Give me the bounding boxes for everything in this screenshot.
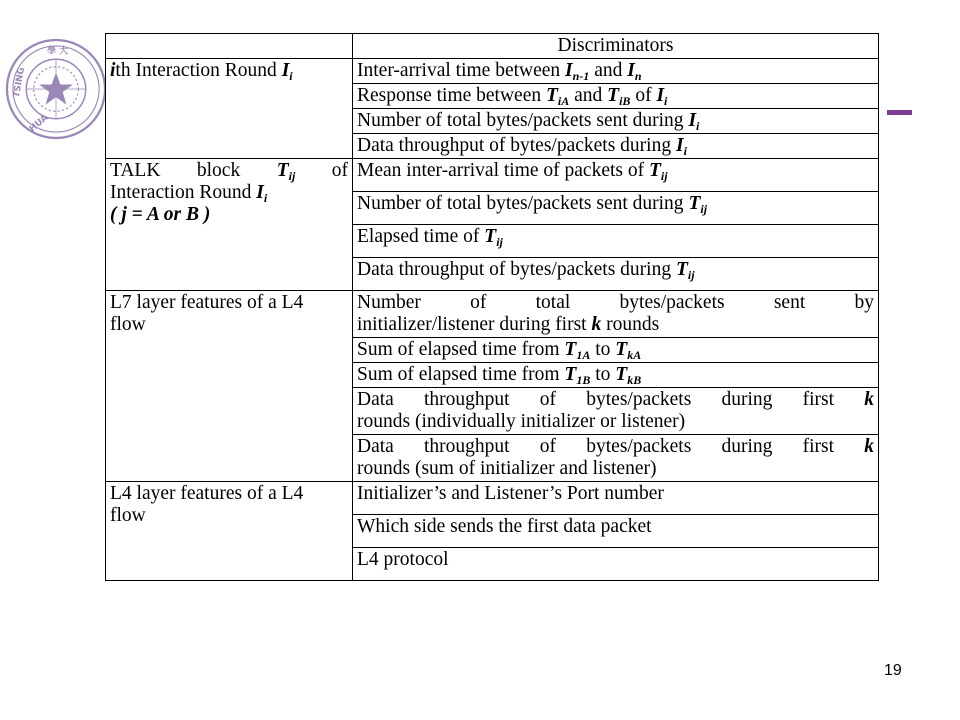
category-cell bbox=[106, 482, 353, 581]
discriminator-cell: Which side sends the first data packet bbox=[353, 515, 879, 548]
svg-text:TSING: TSING bbox=[11, 66, 28, 99]
university-seal-logo bbox=[4, 22, 108, 156]
discriminator-cell: Inter-arrival time between $I_{n-1}$ and $I_n$ bbox=[353, 59, 879, 84]
discriminators-table bbox=[105, 33, 879, 581]
table-header: Discriminators bbox=[353, 34, 879, 59]
category-line: flow bbox=[110, 314, 146, 335]
discriminator-cell: Data throughput of bytes/packets during first k rounds (individually initializer or listener) bbox=[353, 388, 879, 435]
category-cell bbox=[106, 291, 353, 482]
discriminator-cell: Number of total bytes/packets sent by initializer/listener during first k rounds bbox=[353, 291, 879, 338]
discriminator-cell: Elapsed time of $T_{ij}$ bbox=[353, 225, 879, 258]
discriminator-cell: Mean inter-arrival time of packets of $T_{ij}$ bbox=[353, 159, 879, 192]
category-cell: ith Interaction Round $I_i$ bbox=[106, 59, 353, 159]
svg-text:學 大: 學 大 bbox=[47, 46, 69, 57]
category-line: L4 layer features of a L4 bbox=[110, 483, 304, 504]
category-line: L7 layer features of a L4 bbox=[110, 292, 304, 313]
page-number: 19 bbox=[884, 662, 902, 679]
table-row bbox=[106, 482, 879, 515]
discriminator-cell: L4 protocol bbox=[353, 548, 879, 581]
discriminator-cell: Data throughput of bytes/packets during $I_i$ bbox=[353, 134, 879, 159]
discriminator-cell: Response time between $T_{iA}$ and $T_{iB}$ of $I_i$ bbox=[353, 84, 879, 109]
table-row bbox=[106, 59, 879, 84]
svg-text:HUA: HUA bbox=[27, 113, 51, 135]
discriminator-cell: Number of total bytes/packets sent during $T_{ij}$ bbox=[353, 192, 879, 225]
header-blank-cell bbox=[106, 34, 353, 59]
table-row bbox=[106, 291, 879, 338]
category-line: flow bbox=[110, 505, 146, 526]
discriminator-cell: Sum of elapsed time from $T_{1B}$ to $T_{kB}$ bbox=[353, 363, 879, 388]
category-cell: TALK block $T_{ij}$ of Interaction Round $I_i$ ( j = A or B ) bbox=[106, 159, 353, 291]
discriminator-cell: Number of total bytes/packets sent during $I_i$ bbox=[353, 109, 879, 134]
discriminator-cell: Sum of elapsed time from $T_{1A}$ to $T_{kA}$ bbox=[353, 338, 879, 363]
discriminator-cell: Initializer’s and Listener’s Port number bbox=[353, 482, 879, 515]
table-header-row bbox=[106, 34, 879, 59]
discriminator-cell: Data throughput of bytes/packets during $T_{ij}$ bbox=[353, 258, 879, 291]
discriminator-cell: Data throughput of bytes/packets during first k rounds (sum of initializer and listener) bbox=[353, 435, 879, 482]
accent-bar bbox=[887, 110, 912, 115]
table-row bbox=[106, 159, 879, 192]
